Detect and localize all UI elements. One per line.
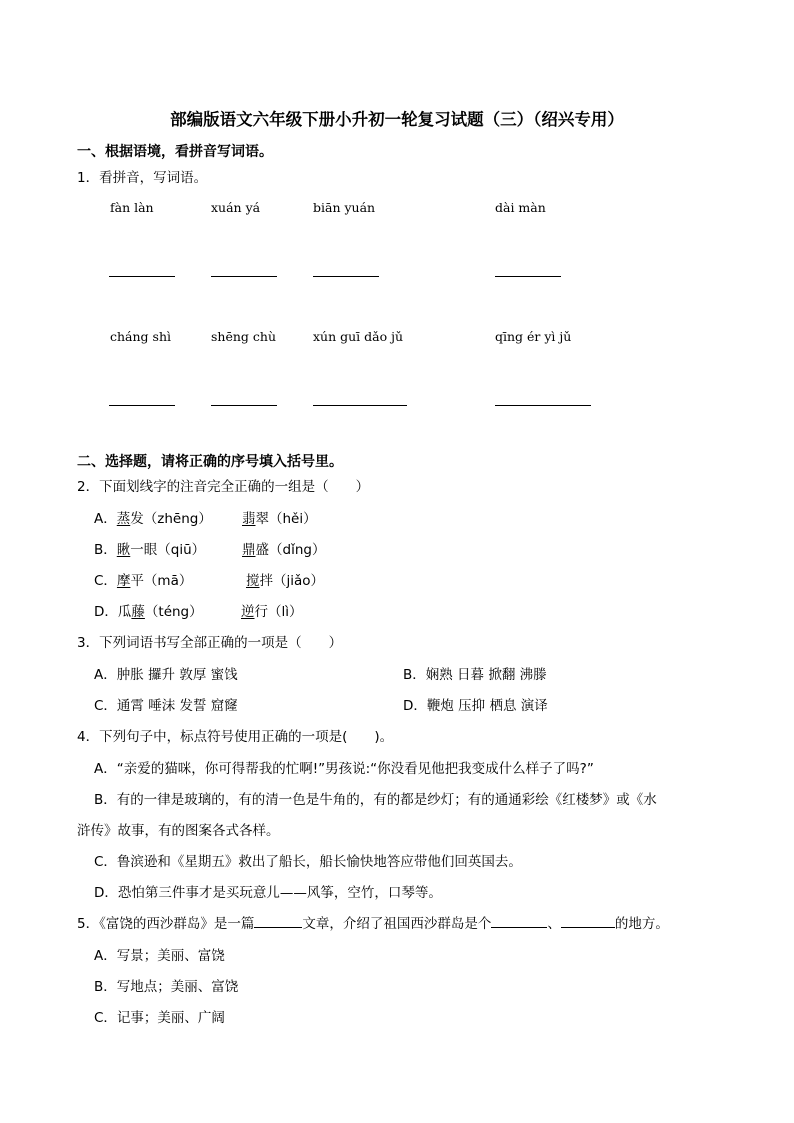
pinyin-shengchu: shēng chù (211, 329, 276, 344)
fill-blank-3[interactable] (561, 913, 615, 928)
q3-option-c[interactable]: C．通霄 唾沫 发誓 窟窿 (94, 698, 238, 714)
word-text: 盛（dǐng） (255, 542, 326, 558)
q3-option-d[interactable]: D．鞭炮 压抑 栖息 演译 (403, 698, 548, 714)
q2-option-c[interactable] (94, 569, 192, 589)
pinyin-qingeryiju: qīng ér yì jǔ (495, 329, 572, 344)
q2-option-d[interactable] (94, 600, 203, 620)
q5-option-a[interactable]: A．写景；美丽、富饶 (94, 948, 225, 964)
underlined-char: 逆 (241, 604, 255, 620)
word-text: 瓜 (117, 604, 132, 620)
stem-text: 文章，介绍了祖国西沙群岛是个 (302, 916, 492, 932)
answer-blank-4[interactable] (495, 276, 561, 277)
pinyin-xunguidaoju: xún guī dǎo jǔ (313, 329, 404, 344)
underlined-char: 瞅 (116, 542, 131, 558)
word-text: 行（lì） (254, 604, 303, 620)
word-text: 平（mā） (130, 573, 193, 589)
q2-option-a[interactable] (94, 507, 212, 527)
answer-blank-5[interactable] (109, 405, 175, 406)
word-text: 拌（jiǎo） (259, 573, 325, 589)
word-text: （téng） (144, 604, 203, 620)
option-label: A． (94, 511, 117, 527)
q2-option-d-word2 (241, 600, 303, 620)
underlined-char: 藤 (131, 604, 145, 620)
answer-blank-7[interactable] (313, 405, 407, 406)
q3-stem: 3．下列词语书写全部正确的一项是（ ） (77, 635, 343, 651)
q2-option-b-word2 (242, 538, 325, 558)
q2-option-a-word2 (242, 507, 317, 527)
answer-blank-1[interactable] (109, 276, 175, 277)
section1-heading: 一、根据语境，看拼音写词语。 (77, 144, 273, 160)
underlined-char: 搅 (246, 573, 260, 589)
q4-stem: 4．下列句子中，标点符号使用正确的一项是( )。 (77, 729, 394, 745)
pinyin-changshi: cháng shì (110, 329, 171, 344)
pinyin-daiman: dài màn (495, 200, 546, 215)
option-label: B． (94, 542, 117, 558)
q5-option-b[interactable]: B．写地点；美丽、富饶 (94, 979, 239, 995)
answer-blank-2[interactable] (211, 276, 277, 277)
underlined-char: 鼎 (242, 542, 256, 558)
answer-blank-6[interactable] (211, 405, 277, 406)
underlined-char: 翡 (242, 511, 256, 527)
underlined-char: 摩 (116, 573, 131, 589)
q2-option-b[interactable] (94, 538, 205, 558)
q4-option-b[interactable]: B．有的一律是玻璃的，有的清一色是牛角的，有的都是纱灯；有的通通彩绘《红楼梦》或《水 (94, 792, 657, 808)
word-text: 发（zhēng） (130, 511, 212, 527)
pinyin-xuanya: xuán yá (211, 200, 261, 215)
answer-blank-8[interactable] (495, 405, 591, 406)
q4-option-a[interactable]: A．“亲爱的猫咪，你可得帮我的忙啊!”男孩说:“你没看见他把我变成什么样子了吗?” (94, 761, 594, 777)
q1-stem: 1．看拼音，写词语。 (77, 170, 208, 186)
fill-blank-2[interactable] (491, 913, 547, 928)
answer-blank-3[interactable] (313, 276, 379, 277)
word-text: 翠（hěi） (255, 511, 317, 527)
stem-text: 5．《富饶的西沙群岛》是一篇 (77, 916, 255, 932)
q3-option-b[interactable]: B．娴熟 日暮 掀翻 沸滕 (403, 667, 547, 683)
option-label: D． (94, 604, 118, 620)
q5-option-c[interactable]: C．记事；美丽、广阔 (94, 1010, 225, 1026)
pinyin-bianyuan: biān yuán (313, 200, 376, 215)
option-label: C． (94, 573, 117, 589)
q5-stem (77, 912, 669, 932)
page-title: 部编版语文六年级下册小升初一轮复习试题（三）（绍兴专用） (170, 110, 624, 129)
q4-option-d[interactable]: D．恐怕第三件事才是买玩意儿——风筝，空竹，口琴等。 (94, 885, 442, 901)
pinyin-fanlan: fàn làn (110, 200, 154, 215)
underlined-char: 蒸 (116, 511, 131, 527)
stem-text: 的地方。 (614, 916, 669, 932)
word-text: 一眼（qiū） (130, 542, 206, 558)
q4-option-c[interactable]: C．鲁滨逊和《星期五》救出了船长，船长愉快地答应带他们回英国去。 (94, 854, 522, 870)
q3-option-a[interactable]: A．肿胀 攞升 敦厚 蜜饯 (94, 667, 238, 683)
section2-heading: 二、选择题，请将正确的序号填入括号里。 (77, 454, 343, 470)
q4-option-b-cont: 浒传》故事，有的图案各式各样。 (77, 823, 280, 839)
fill-blank-1[interactable] (254, 913, 302, 928)
stem-text: 、 (547, 916, 561, 932)
q2-stem: 2．下面划线字的注音完全正确的一组是（ ） (77, 479, 370, 495)
q2-option-c-word2 (246, 569, 324, 589)
